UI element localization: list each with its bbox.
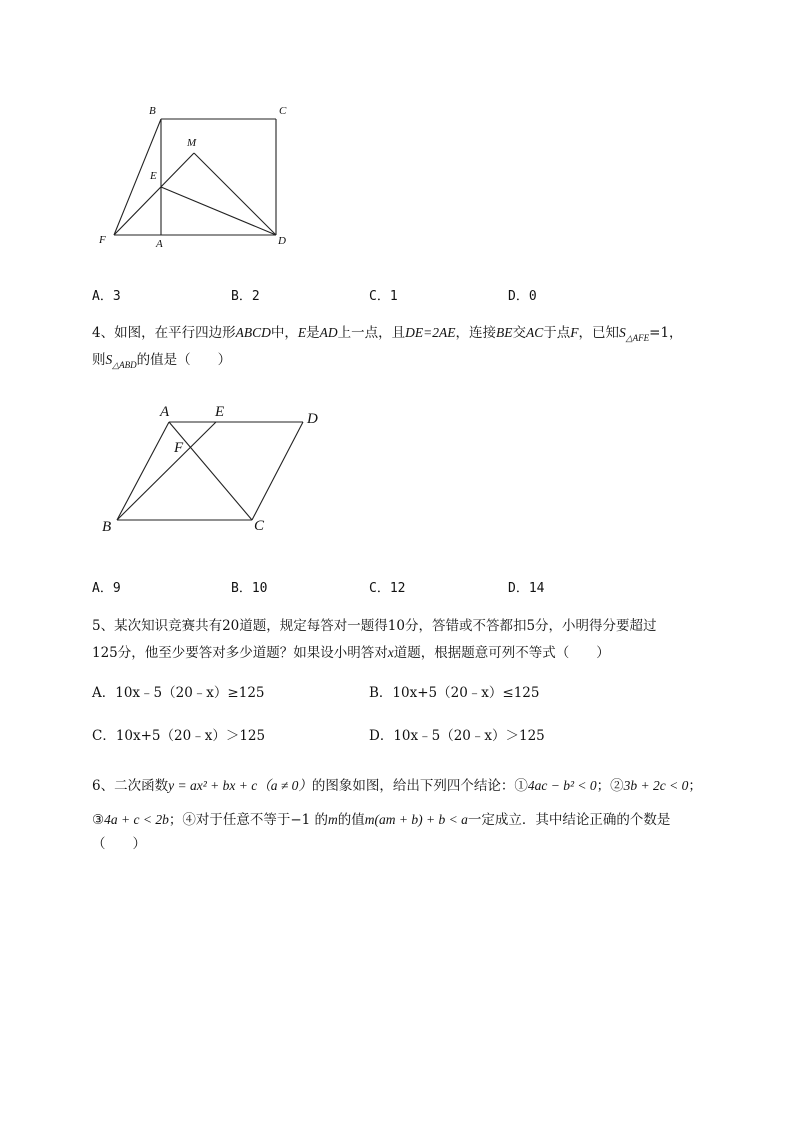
figure-2-diagram — [0, 0, 794, 560]
q4-option-c[interactable]: C．12 — [369, 581, 406, 596]
label-m: M — [187, 137, 197, 149]
label-f: F — [99, 234, 106, 246]
label-d: D — [278, 235, 286, 247]
q5-line-2: 125分，他至少要答对多少道题？如果设小明答对x道题，根据题意可列不等式（ ） — [92, 645, 610, 661]
segment-ab — [117, 422, 169, 520]
q4-option-d[interactable]: D．14 — [508, 581, 545, 596]
label-b: B — [102, 519, 112, 535]
q5-option-b[interactable]: B．10x+5（20﹣x）≤125 — [369, 685, 540, 701]
q3-option-a[interactable]: A．3 — [92, 289, 121, 304]
label-b: B — [149, 105, 156, 117]
q3-option-d[interactable]: D．0 — [508, 289, 537, 304]
label-a: A — [160, 404, 170, 420]
q3-option-b[interactable]: B．2 — [231, 289, 260, 304]
q4-line-1: 4、如图，在平行四边形ABCD中，E是AD上一点，且DE=2AE，连接BE交AC于点F，已知$S_{\triangle AFE}=1$， — [92, 325, 683, 343]
label-c: C — [279, 105, 287, 117]
segment-be — [117, 422, 216, 520]
label-d: D — [307, 411, 318, 427]
segment-ac — [169, 422, 252, 520]
q5-line-1: 5、某次知识竞赛共有20道题，规定每答对一题得10分，答错或不答都扣5分，小明得分要超过 — [92, 618, 657, 634]
q5-option-a[interactable]: A．10x﹣5（20﹣x）≥125 — [92, 685, 265, 701]
segment-dc — [252, 422, 303, 520]
q4-option-a[interactable]: A．9 — [92, 581, 121, 596]
label-f: F — [174, 440, 184, 456]
q6-line-2: ③4a + c < 2b；④对于任意不等于−1 的m的值m(am + b) + b < a一定成立．其中结论正确的个数是 — [92, 812, 671, 828]
label-e: E — [215, 404, 225, 420]
q5-option-d[interactable]: D．10x﹣5（20﹣x）＞125 — [369, 728, 545, 744]
q3-option-c[interactable]: C．1 — [369, 289, 398, 304]
q6-line-1: 6、二次函数y = ax² + bx + c（a ≠ 0）的图象如图，给出下列四个结论：①4ac − b² < 0；②3b + 2c < 0； — [92, 778, 702, 794]
q4-line-2: 则$S_{\triangle ABD}$的值是（ ） — [92, 352, 232, 370]
label-c: C — [254, 518, 265, 534]
q4-option-b[interactable]: B．10 — [231, 581, 268, 596]
q5-option-c[interactable]: C．10x+5（20﹣x）＞125 — [92, 728, 266, 744]
q6-line-3: （ ） — [92, 836, 146, 852]
label-a: A — [156, 238, 163, 250]
label-e: E — [150, 170, 157, 182]
